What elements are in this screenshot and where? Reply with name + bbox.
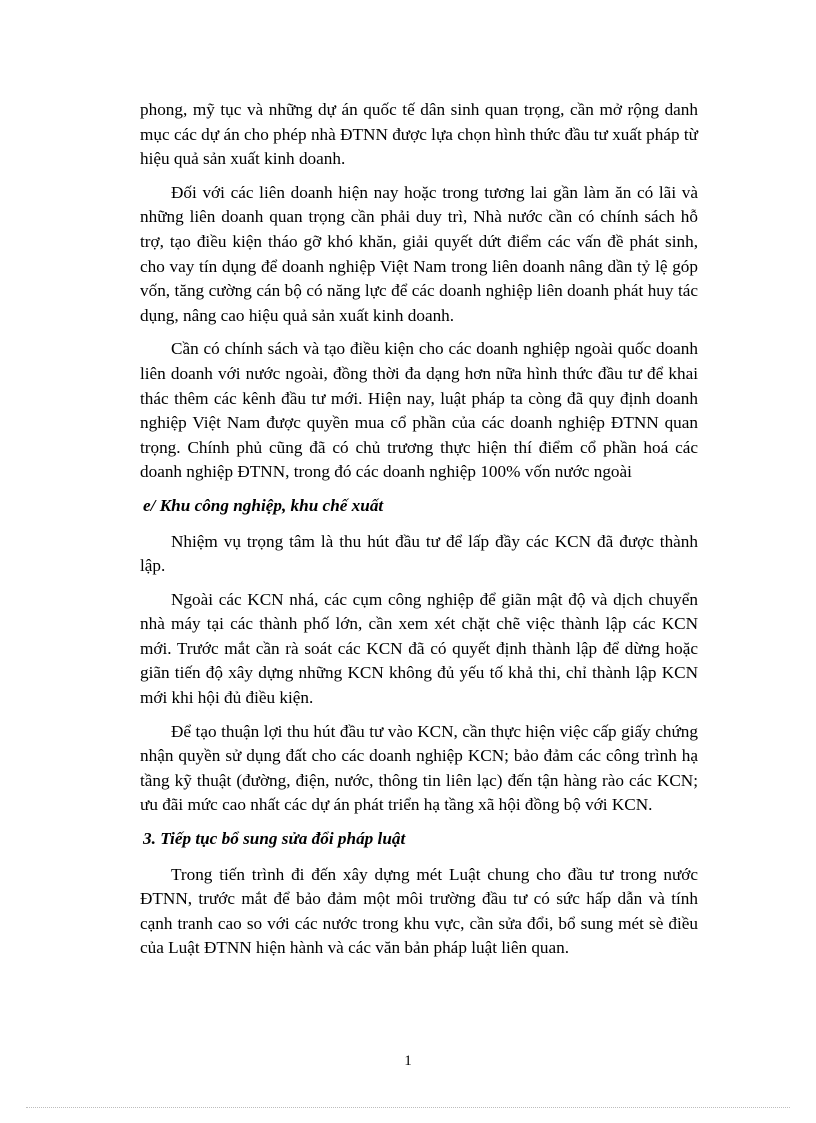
paragraph: phong, mỹ tục và những dự án quốc tế dân sinh quan trọng, cần mở rộng danh mục các dự án cho phép nhà ĐTNN được lựa chọn hình thức đầu tư xuất pháp từ hiệu quả sản xuất kinh doanh. [140, 100, 698, 169]
paragraph: Nhiệm vụ trọng tâm là thu hút đầu tư để lấp đầy các KCN đã được thành lập. [140, 531, 698, 576]
paragraph: Để tạo thuận lợi thu hút đầu tư vào KCN, cần thực hiện việc cấp giấy chứng nhận quyền sử dụng đất cho các doanh nghiệp KCN; bảo đảm các công trình hạ tầng kỹ thuật (đường, điện, nước, thông tin liên lạc) đến tận hàng rào các KCN; ưu đãi mức cao nhất các dự án phát triển hạ tầng xã hội đồng bộ với KCN. [140, 721, 698, 815]
section-heading: e/ Khu công nghiệp, khu chế xuất [143, 495, 384, 515]
paragraph: Ngoài các KCN nhá, các cụm công nghiệp để giãn mật độ và dịch chuyển nhà máy tại các thành phố lớn, cần xem xét chặt chẽ việc thành lập các KCN mới. Trước mắt cần rà soát các KCN đã có quyết định thành lập để dừng hoặc giãn tiến độ xây dựng những KCN không đủ yếu tố khả thi, chỉ thành lập KCN mới khi hội đủ điều kiện. [140, 589, 698, 708]
paragraph: Trong tiến trình đi đến xây dựng mét Luật chung cho đầu tư trong nước ĐTNN, trước mắt để bảo đảm một môi trường đầu tư có sức hấp dẫn và tính cạnh tranh cao so với các nước trong khu vực, cần sửa đổi, bổ sung mét sè điều của Luật ĐTNN hiện hành và các văn bản pháp luật liên quan. [140, 864, 698, 958]
section-heading: 3. Tiếp tục bổ sung sửa đổi pháp luật [143, 829, 406, 849]
paragraph: Cần có chính sách và tạo điều kiện cho các doanh nghiệp ngoài quốc doanh liên doanh với nước ngoài, đồng thời đa dạng hơn nữa hình thức đầu tư để khai thác thêm các kênh đầu tư mới. Hiện nay, luật pháp ta còng đã quy định doanh nghiệp Việt Nam được quyền mua cổ phần của các doanh nghiệp ĐTNN quan trọng. Chính phủ cũng đã có chủ trương thực hiện thí điểm cổ phần hoá các doanh nghiệp ĐTNN, trong đó các doanh nghiệp 100% vốn nước ngoài [140, 339, 698, 482]
document-body [140, 98, 698, 970]
page-number: 1 [404, 1053, 412, 1069]
page-footer-divider [26, 1107, 790, 1108]
paragraph: Đối với các liên doanh hiện nay hoặc trong tương lai gần làm ăn có lãi và những liên doanh quan trọng cần phải duy trì, Nhà nước cần có chính sách hỗ trợ, tạo điều kiện tháo gỡ khó khăn, giải quyết dứt điểm các vấn đề phát sinh, cho vay tín dụng để doanh nghiệp Việt Nam trong liên doanh nâng dần tỷ lệ góp vốn, tăng cường cán bộ có năng lực để các doanh nghiệp liên doanh phát huy tác dụng, nâng cao hiệu quả sản xuất kinh doanh. [140, 182, 698, 325]
